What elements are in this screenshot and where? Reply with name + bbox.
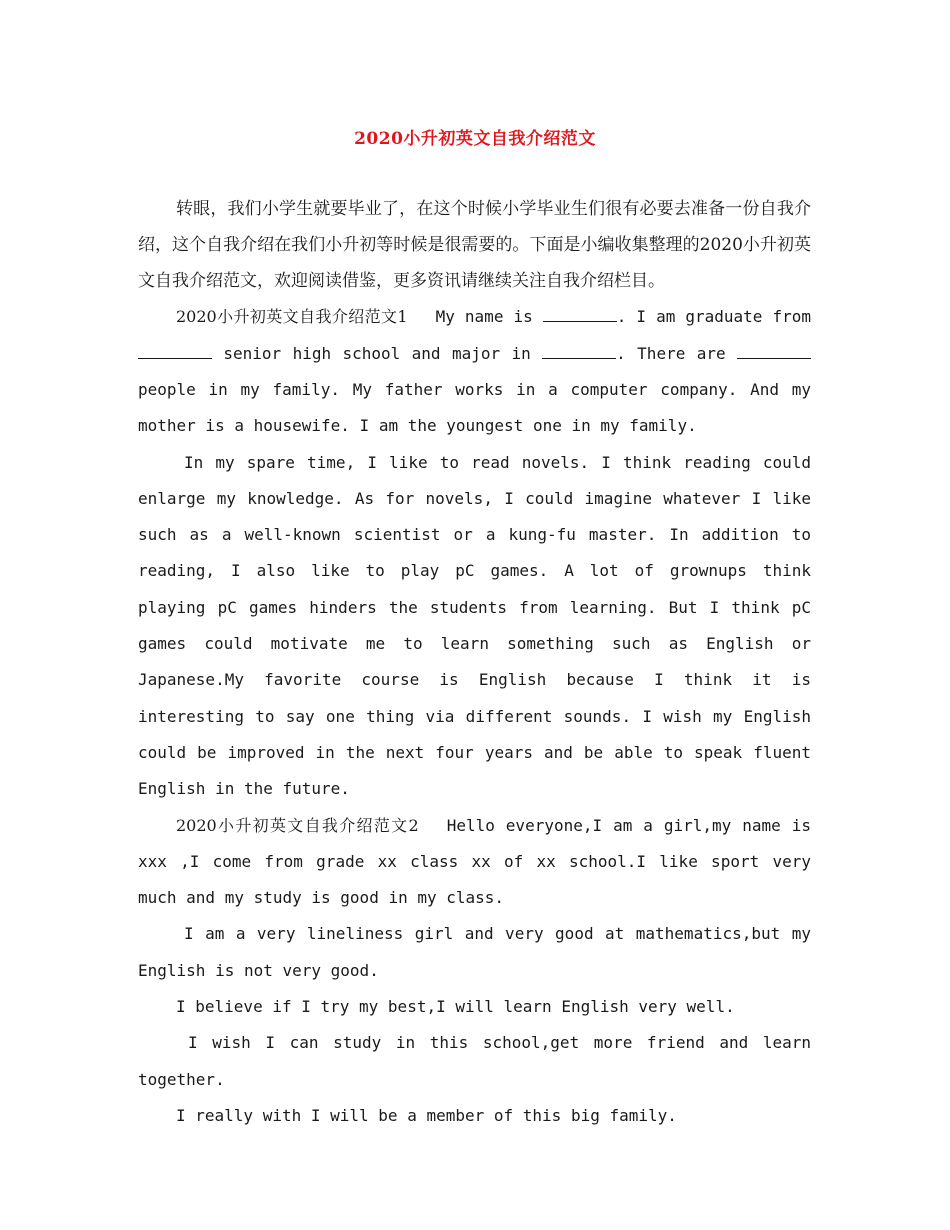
- sample2-paragraph-5: I really with I will be a member of this big family.: [176, 1105, 677, 1125]
- sample1-heading: 2020小升初英文自我介绍范文1: [176, 307, 408, 327]
- sample1-text-c: senior high school and major in: [212, 343, 543, 363]
- sample2-heading: 2020小升初英文自我介绍范文2: [176, 815, 419, 835]
- sample2-paragraph-3: I believe if I try my best,I will learn English very well.: [176, 997, 735, 1017]
- document-body: [138, 192, 811, 1134]
- sample2-paragraph: [138, 808, 811, 917]
- fill-blank: [138, 344, 212, 359]
- sample1-text-d: . There are: [616, 343, 738, 363]
- sample1-text-b: . I am graduate from: [616, 307, 811, 327]
- fill-blank: [543, 307, 617, 322]
- page-title: 2020小升初英文自我介绍范文: [354, 129, 596, 149]
- sample1-paragraph: [138, 299, 811, 444]
- sample2-text: Hello everyone,I am a girl,my name is xxx ,I come from grade xx class xx of xx school.I like sport very much and my study is good in my class.: [138, 815, 811, 908]
- sample1-paragraph-2: In my spare time, I like to read novels. I think reading could enlarge my knowledge. As for novels, I could imagine whatever I like such as a well-known scientist or a kung-fu master. In addition to reading, I also like to play pC games. A lot of grownups think playing pC games hinders the students from learning. But I think pC games could motivate me to learn something such as English or Japanese.My favorite course is English because I think it is interesting to say one thing via different sounds. I wish my English could be improved in the next four years and be able to speak fluent English in the future.: [138, 452, 811, 799]
- sample2-paragraph-4: I wish I can study in this school,get more friend and learn together.: [138, 1033, 811, 1089]
- sample1-text-a: My name is: [435, 307, 543, 327]
- fill-blank: [542, 344, 616, 359]
- sample2-paragraph-2: I am a very lineliness girl and very good at mathematics,but my English is not very good.: [138, 924, 811, 980]
- fill-blank: [737, 344, 811, 359]
- sample1-text-e: people in my family. My father works in a computer company. And my mother is a housewife. I am the youngest one in my family.: [138, 379, 811, 436]
- intro-paragraph: 转眼，我们小学生就要毕业了，在这个时候小学毕业生们很有必要去准备一份自我介绍，这个自我介绍在我们小升初等时候是很需要的。下面是小编收集整理的2020小升初英文自我介绍范文，欢迎阅读借鉴，更多资讯请继续关注自我介绍栏目。: [138, 199, 811, 291]
